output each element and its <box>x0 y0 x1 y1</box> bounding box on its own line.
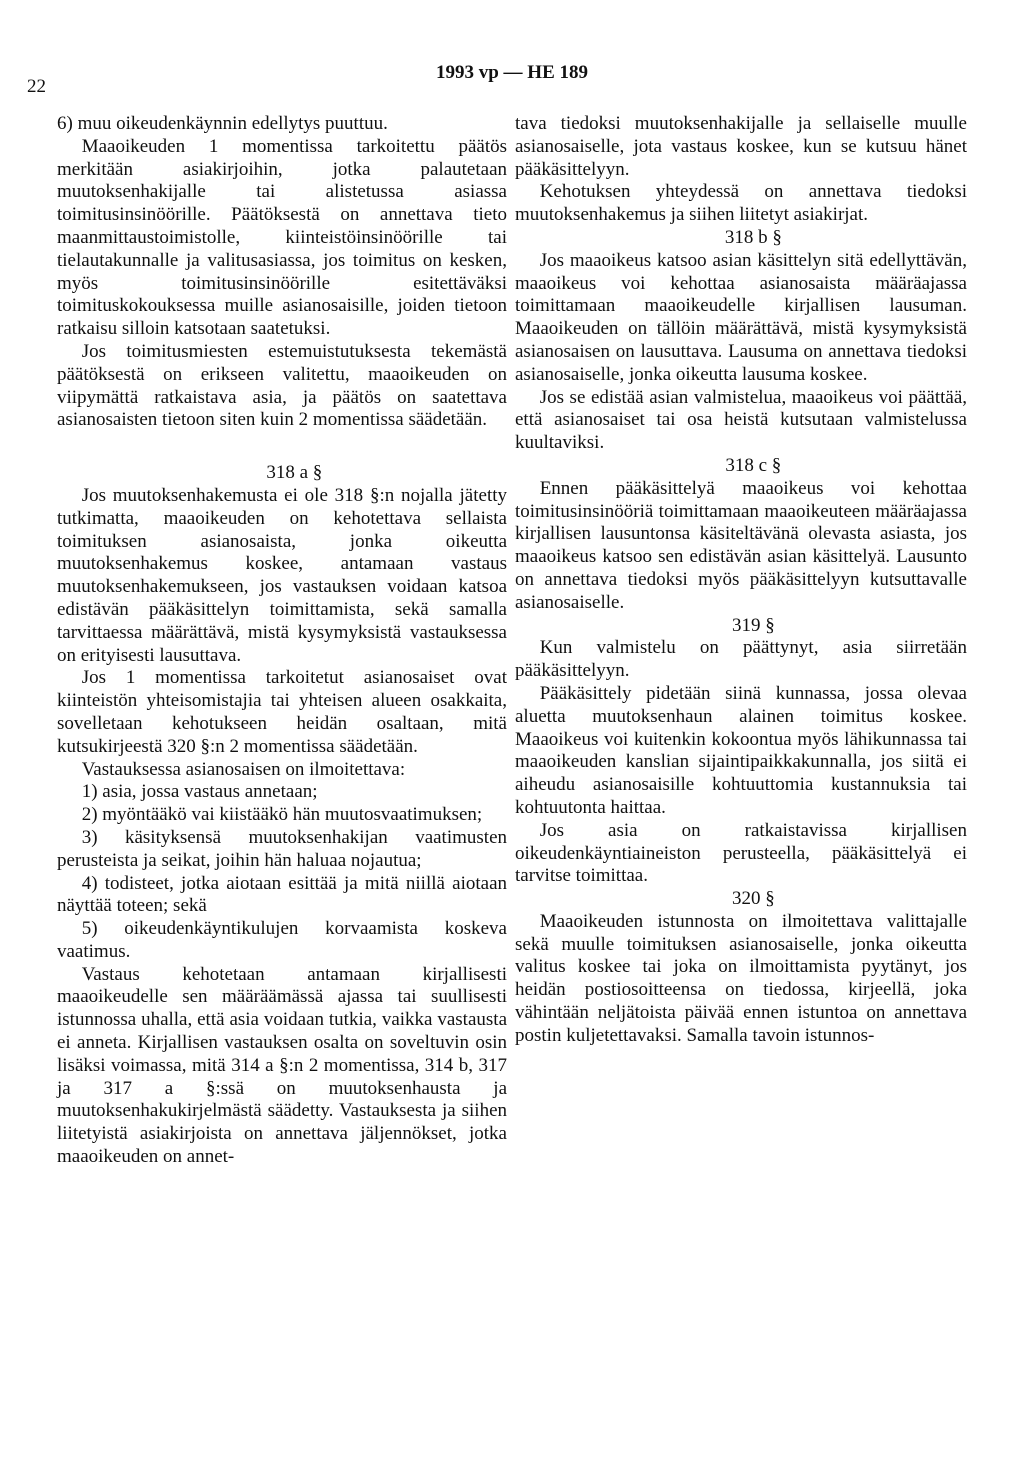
paragraph: Jos toimitusmiesten estemuistutuksesta tekemästä päätöksestä on erikseen valitettu, maaoikeuden on viipymättä ratkaistava asia, ja päätös on saatettava asianosaisten tietoon siten kuin 2 momentissa säädetään. <box>57 340 507 431</box>
list-item: 5) oikeudenkäyntikulujen korvaamista koskeva vaatimus. <box>57 918 507 962</box>
running-head: 1993 vp — HE 189 <box>435 62 589 83</box>
list-item: 3) käsityksensä muutoksenhakijan vaatimusten perusteista ja seikat, joihin hän haluaa nojautua; <box>57 826 507 871</box>
paragraph: Vastauksessa asianosaisen on ilmoitettava: <box>81 758 406 780</box>
page-number: 22 <box>27 76 46 97</box>
list-item: 1) asia, jossa vastaus annetaan; <box>81 781 318 803</box>
list-item: 2) myöntääkö vai kiistääkö hän muutosvaatimuksen; <box>81 804 483 826</box>
paragraph: Jos se edistää asian valmistelua, maaoikeus voi päättää, että asianosaiset tai osa heistä kutsutaan valmistelussa kuultaviksi. <box>515 386 967 454</box>
section-heading-318a: 318 a § <box>266 462 323 484</box>
paragraph: Vastaus kehotetaan antamaan kirjallisesti maaoikeudelle sen määräämässä ajassa tai suullisesti istunnossa uhalla, että asia voidaan tutkia, vaikka vastausta ei anneta. Kirjallisen vastauksen osalta on soveltuvin osin lisäksi voimassa, mitä 314 a §:n 2 momentissa, 314 b, 317 ja 317 a §:ssä on muutoksenhausta ja muutoksenhakukirjelmästä säädetty. Vastauksesta ja siihen liitetyistä asiakirjoista on annettava jäljennökset, jotka maaoikeuden on annet- <box>57 963 507 1168</box>
paragraph: Jos 1 momentissa tarkoitetut asianosaiset ovat kiinteistön yhteisomistajia tai yhteisen alueen osakkaita, sovelletaan kehotukseen heidän osaltaan, mitä kutsukirjeestä 320 §:n 2 momentissa säädetään. <box>57 667 507 757</box>
paragraph: Jos muutoksenhakemusta ei ole 318 §:n nojalla jätetty tutkimatta, maaoikeuden on kehotettava sellaista toimituksen asianosaista, jonka oikeutta muutoksenhakemus koskee, antamaan vastaus muutoksenhakemukseen, jos vastauksen voidaan katsoa edistävän pääkäsittelyn toimittamista, sekä samalla tarvittaessa määrättävä, mistä kysymyksistä vastauksessa on erityisesti lausuttava. <box>57 484 507 666</box>
section-heading-318c: 318 c § <box>725 454 782 476</box>
section-heading-320: 320 § <box>731 888 775 910</box>
section-heading-319: 319 § <box>731 614 775 636</box>
list-item: 4) todisteet, jotka aiotaan esittää ja mitä niillä aiotaan näyttää toteen; sekä <box>57 872 507 917</box>
section-heading-318b: 318 b § <box>724 226 782 248</box>
paragraph: tava tiedoksi muutoksenhakijalle ja sellaiselle muulle asianosaiselle, jota vastaus koskee, kun se kutsuu hänet pääkäsittelyyn. <box>515 113 967 180</box>
paragraph: Pääkäsittely pidetään siinä kunnassa, jossa olevaa aluetta muutoksenhaun alainen toimitus koskee. Maaoikeus voi kuitenkin kokoontua myös lähikunnassa tai maaoikeuden kanslian sijaintipaikkakunnalla, jos siitä ei aiheudu asianosaisille kohtuuttomia kustannuksia tai kohtuutonta haittaa. <box>515 682 967 818</box>
paragraph: Jos asia on ratkaistavissa kirjallisen oikeudenkäyntiaineiston perusteella, pääkäsittelyä ei tarvitse toimittaa. <box>515 819 967 887</box>
paragraph: Maaoikeuden 1 momentissa tarkoitettu päätös merkitään asiakirjoihin, jotka palautetaan muutoksenhakijalle tai alistetussa asiassa toimitusinsinöörille. Päätöksestä on annettava tieto maanmittaustoimistolle, kiinteistöinsinöörille tai tielautakunnalle ja valitusasiassa, jos toimitus on kesken, myös toimitusinsinöörille esitettäväksi toimituskokouksessa muille asianosaisille, joiden tietoon ratkaisu silloin katsotaan saatetuksi. <box>57 135 507 340</box>
paragraph: Kehotuksen yhteydessä on annettava tiedoksi muutoksenhakemus ja siihen liitetyt asiakirjat. <box>515 181 967 226</box>
paragraph: Maaoikeuden istunnosta on ilmoitettava valittajalle sekä muulle toimituksen asianosaiselle, jonka oikeutta valitus koskee tai joka on ilmoittamista pyytänyt, jos heidän postiosoitteensa on tiedossa, kirjeellä, joka vähintään neljätoista päivää ennen istuntoa on annettava postin kuljetettavaksi. Samalla tavoin istunnos- <box>515 910 967 1046</box>
paragraph: Kun valmistelu on päättynyt, asia siirretään pääkäsittelyyn. <box>515 637 967 682</box>
right-column <box>515 113 967 1048</box>
paragraph: 6) muu oikeudenkäynnin edellytys puuttuu. <box>57 113 388 134</box>
paragraph: Jos maaoikeus katsoo asian käsittelyn sitä edellyttävän, maaoikeus voi kehottaa asianosaista määräajassa toimittamaan maaoikeudelle kirjallisen lausuman. Maaoikeuden on tällöin määrättävä, mistä kysymyksistä asianosaisen on lausuttava. Lausuma on annettava tiedoksi asianosaiselle, jonka oikeutta lausuma koskee. <box>515 249 967 385</box>
left-column <box>57 113 507 1169</box>
paragraph: Ennen pääkäsittelyä maaoikeus voi kehottaa toimitusinsinööriä toimittamaan maaoikeuteen määräajassa kirjallisen lausuntonsa käsiteltävänä olevasta asiasta, jos maaoikeus katsoo sen edistävän asian käsittelyä. Lausunto on annettava tiedoksi myös pääkäsittelyyn kutsuttavalle asianosaiselle. <box>515 477 967 613</box>
